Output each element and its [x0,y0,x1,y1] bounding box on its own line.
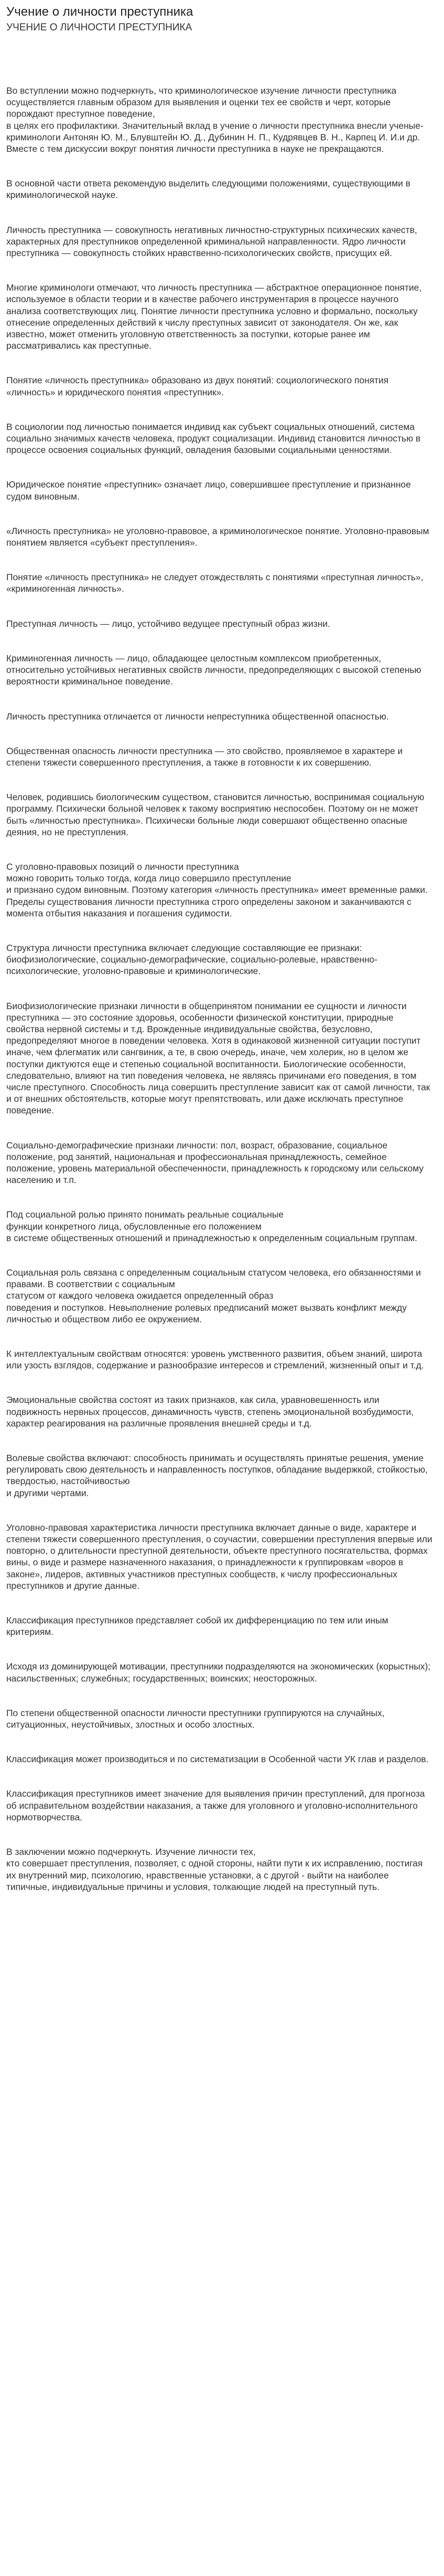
paragraph: Человек, родившись биологическим существом, становится личностью, воспринимая социальную программу. Психически больной человек к такому восприятию неспособен. Поэтому он не может быть «личностью преступника». Психически больные люди совершают общественно опасные деяния, но не преступления. [6,792,425,837]
article-body [6,85,432,1893]
paragraph: Эмоциональные свойства состоят из таких признаков, как сила, уравновешенность или подвижность нервных процессов, динамичность чувств, степень эмоциональной возбудимости, характер реагирования на различные проявления внешней среды и т.д. [6,1395,414,1429]
paragraph: Личность преступника — совокупность негативных личностно-структурных психических качеств, характерных для преступников определенной криминальной направленности. Ядро личности преступника — совокупность стойких нравственно-психологических свойств, присущих ей. [6,224,417,259]
paragraph: Классификация преступников имеет значение для выявления причин преступлений, для прогноза об исправительном воздействии наказания, а также для уголовного и уголовно-исполнительного нормотворчества. [6,1788,425,1822]
page-subtitle: УЧЕНИЕ О ЛИЧНОСТИ ПРЕСТУПНИКА [6,22,192,33]
paragraph: С уголовно-правовых позиций о личности преступника можно говорить только тогда, когда лицо совершило преступление и признано судом виновным. Поэтому категория «личность преступника» имеет временные рамки. Пределы существования личности преступника строго определены законом и заканчиваются с момента отбытия наказания и погашения судимости. [6,861,428,919]
paragraph: Во вступлении можно подчеркнуть, что криминологическое изучение личности преступника осуществляется главным образом для выявления и оценки тех ее свойств и черт, которые порождают преступное поведение, в целях его профилактики. Значительный вклад в учение о личности преступника внесли ученые-криминологи Антонян Ю. М., Блувштейн Ю. Д., Дубинин Н. П., Кудрявцев В. Н., Карпец И. И.и др. Вместе с тем дискуссии вокруг понятия личности преступника в науке не прекращаются. [6,85,424,154]
paragraph: Преступная личность — лицо, устойчиво ведущее преступный образ жизни. [6,618,330,629]
page-title: Учение о личности преступника [6,5,193,19]
paragraph: В заключении можно подчеркнуть. Изучение личности тех, кто совершает преступления, позволяет, с одной стороны, найти пути к их исправлению, постигая их внутренний мир, психологию, нравственные установки, а с другой - выйти на наиболее типичные, индивидуальные причины и условия, толкающие людей на преступный путь. [6,1847,423,1892]
paragraph: Социальная роль связана с определенным социальным статусом человека, его обязанностями и правами. В соответствии с социальным статусом от каждого человека ожидается определенный образ поведения и поступков. Невыполнение ролевых предписаний может вызвать конфликт между личностью и обществом либо ее окружением. [6,1267,421,1324]
paragraph: Исходя из доминирующей мотивации, преступники подразделяются на экономических (корыстных); насильственных; служебных; государственных; воинских; неосторожных. [6,1661,431,1684]
paragraph: Волевые свойства включают: способность принимать и осуществлять принятые решения, умение регулировать свою деятельность и направленность поступков, обладание выдержкой, стойкостью, твердостью, настойчивостью и другими чертами. [6,1453,428,1498]
paragraph: К интеллектуальным свойствам относятся: уровень умственного развития, объем знаний, широта или узость взглядов, содержание и разнообразие интересов и стремлений, жизненный опыт и т.д. [6,1348,424,1371]
paragraph: Многие криминологи отмечают, что личность преступника — абстрактное операционное понятие, используемое в области теории и в качестве рабочего инструментария в процессе научного анализа соответствующих лиц. Понятие личности преступника условно и формально, поскольку отнесение определенных действий к числу преступных зависит от законодателя. Он же, как известно, может отменить уголовную ответственность за поступки, которые ранее им рассматривались как преступные. [6,282,422,351]
paragraph: В основной части ответа рекомендую выделить следующими положениями, существующими в криминологической науке. [6,178,410,201]
paragraph: Под социальной ролью принято понимать реальные социальные функции конкретного лица, обусловленные его положением в системе общественных отношений и принадлежностью к определенным социальным группам. [6,1209,417,1243]
paragraph: Понятие «личность преступника» не следует отождествлять с понятиями «преступная личность», «криминогенная личность». [6,572,424,594]
paragraph: Социально-демографические признаки личности: пол, возраст, образование, социальное положение, род занятий, национальная и профессиональная принадлежность, семейное положение, уровень материальной обеспеченности, принадлежность к городскому или сельскому населению и т.п. [6,1140,424,1186]
paragraph: «Личность преступника» не уголовно-правовое, а криминологическое понятие. Уголовно-правовым понятием является «субъект преступления». [6,525,429,548]
paragraph: Классификация преступников представляет собой их дифференциацию по тем или иным критериям. [6,1615,388,1638]
paragraph: Личность преступника отличается от личности непреступника общественной опасностью. [6,711,389,722]
paragraph: Классификация может производиться и по систематизации в Особенной части УК глав и разделов. [6,1754,429,1765]
paragraph: Криминогенная личность — лицо, обладающее целостным комплексом приобретенных, относительно устойчивых негативных свойств личности, предопределяющих с высокой степенью вероятности криминальное поведение. [6,653,421,687]
paragraph: Структура личности преступника включает следующие составляющие ее признаки: биофизиологические, социально-демографические, социально-ролевые, нравственно-психологические, уголовно-правовые и криминологические. [6,942,378,977]
paragraph: Уголовно-правовая характеристика личности преступника включает данные о виде, характере и степени тяжести совершенного преступления, о соучастии, совершении преступления впервые или повторно, о длительности преступной деятельности, объекте преступного посягательства, формах вины, о виде и размере назначенного наказания, о принадлежности к группировкам «воров в законе», лидеров, активных участников преступных сообществ, к числу профессиональных преступников и другие данные. [6,1522,432,1591]
paragraph: Общественная опасность личности преступника — это свойство, проявляемое в характере и степени тяжести совершенного преступления, а также в готовности к их совершению. [6,745,403,768]
paragraph: Биофизиологические признаки личности в общепринятом понимании ее сущности и личности преступника — это состояние здоровья, особенности физической конституции, природные свойства нервной системы и т.д. Врожденные индивидуальные свойства, безусловно, предопределяют многое в поведении человека. Хотя в одинаковой жизненной ситуации поступит иначе, чем флегматик или сангвиник, а те, в свою очередь, иначе, чем холерик, но в целом же поступки диктуются еще и степенью социальной воспитанности. Биологические особенности, следовательно, влияют на тип поведения человека, не являясь причинами его поведения, в том числе преступного. Способность лица совершить преступление зависит как от самой личности, так и от внешних обстоятельств, которые могут препятствовать, или даже исключать преступное поведение. [6,1000,430,1116]
paragraph: По степени общественной опасности личности преступники группируются на случайных, ситуационных, неустойчивых, злостных и особо злостных. [6,1707,385,1730]
paragraph: Понятие «личность преступника» образовано из двух понятий: социологического понятия «личность» и юридического понятия «преступник». [6,375,389,397]
paragraph: Юридическое понятие «преступник» означает лицо, совершившее преступление и признанное судом виновным. [6,479,411,502]
paragraph: В социологии под личностью понимается индивид как субъект социальных отношений, система социально значимых качеств человека, продукт социализации. Индивид становится личностью в процессе освоения социальных функций, овладения базовыми социальными ценностями. [6,421,421,456]
